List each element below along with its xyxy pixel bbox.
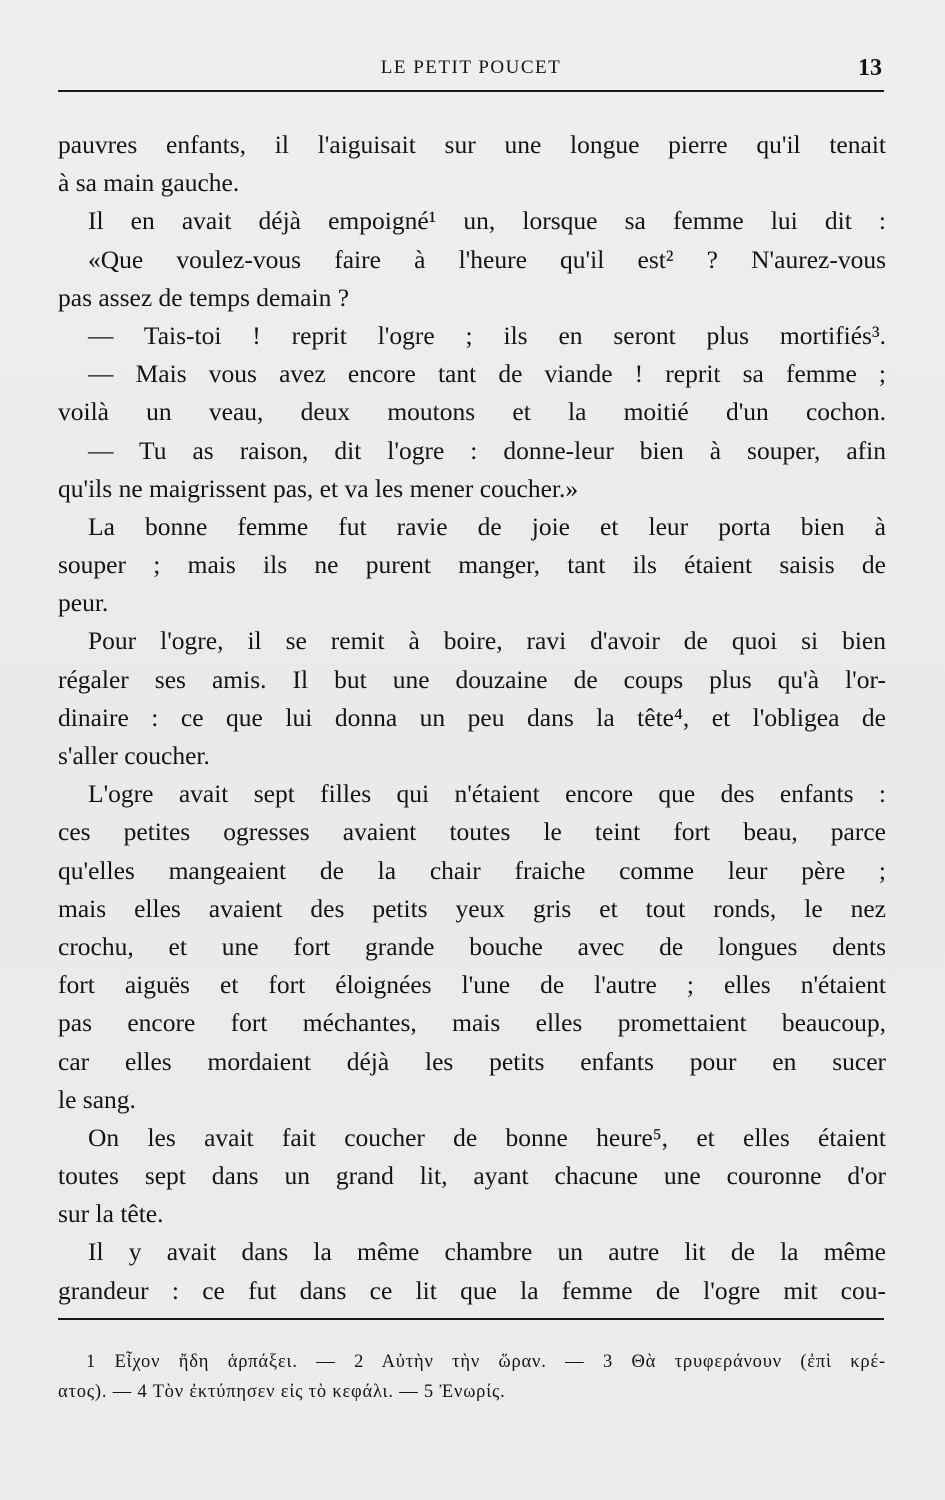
text-line: La bonne femme fut ravie de joie et leur porta bien à <box>88 511 886 541</box>
text-line: grandeur : ce fut dans ce lit que la femme de l'ogre mit cou- <box>58 1275 886 1305</box>
text-line: crochu, et une fort grande bouche avec de longues dents <box>58 931 886 961</box>
text-line: mais elles avaient des petits yeux gris et tout ronds, le nez <box>58 893 886 923</box>
text-line: voilà un veau, deux moutons et la moitié d'un cochon. <box>58 397 886 427</box>
footnote-rule <box>58 1318 884 1320</box>
text-line: ces petites ogresses avaient toutes le teint fort beau, parce <box>58 817 886 847</box>
text-line: fort aiguës et fort éloignées l'une de l'autre ; elles n'étaient <box>58 970 886 1000</box>
text-line: On les avait fait coucher de bonne heure⁵, et elles étaient <box>88 1122 886 1152</box>
text-line: «Que voulez-vous faire à l'heure qu'il est² ? N'aurez-vous <box>88 244 886 274</box>
text-line: pas assez de temps demain ? <box>58 282 350 312</box>
text-line: peur. <box>58 588 109 618</box>
footnote-line: 1 Εἶχον ἤδη ἁρπάξει. — 2 Αὐτὴν τὴν ὥραν. — 3 Θὰ τρυφεράνουν (ἐπὶ κρέ- <box>86 1352 886 1372</box>
text-line: souper ; mais ils ne purent manger, tant ils étaient saisis de <box>58 550 886 580</box>
text-line: pauvres enfants, il l'aiguisait sur une longue pierre qu'il tenait <box>58 130 886 159</box>
header-rule <box>58 90 884 92</box>
text-line: s'aller coucher. <box>58 741 210 770</box>
text-line: — Tu as raison, dit l'ogre : donne-leur bien à souper, afin <box>88 435 886 465</box>
text-line: toutes sept dans un grand lit, ayant chacune une couronne d'or <box>58 1161 886 1191</box>
text-line: à sa main gauche. <box>58 168 240 198</box>
body-text <box>58 126 886 1310</box>
text-line: sur la tête. <box>58 1199 164 1229</box>
page-header <box>58 55 884 87</box>
text-line: qu'elles mangeaient de la chair fraiche comme leur père ; <box>58 855 886 885</box>
text-line: qu'ils ne maigrissent pas, et va les mener coucher.» <box>58 473 579 503</box>
text-line: Il en avait déjà empoigné¹ un, lorsque sa femme lui dit : <box>88 206 886 236</box>
text-line: Il y avait dans la même chambre un autre lit de la même <box>88 1237 886 1267</box>
footnotes <box>58 1347 886 1407</box>
text-line: dinaire : ce que lui donna un peu dans la tête⁴, et l'obligea de <box>58 702 886 732</box>
text-line: car elles mordaient déjà les petits enfants pour en sucer <box>58 1046 886 1076</box>
footnote-line: ατος). — 4 Τὸν ἐκτύπησεν εἰς τὸ κεφάλι. — 5 Ἐνωρίς. <box>58 1382 506 1402</box>
text-line: — Mais vous avez encore tant de viande ! reprit sa femme ; <box>88 359 886 389</box>
running-title: LE PETIT POUCET <box>380 57 562 78</box>
text-line: pas encore fort méchantes, mais elles promettaient beaucoup, <box>58 1008 886 1038</box>
text-line: le sang. <box>58 1084 136 1114</box>
text-line: L'ogre avait sept filles qui n'étaient encore que des enfants : <box>88 779 886 809</box>
text-line: régaler ses amis. Il but une douzaine de coups plus qu'à l'or- <box>58 664 886 694</box>
page-number: 13 <box>858 55 882 81</box>
text-line: Pour l'ogre, il se remit à boire, ravi d'avoir de quoi si bien <box>88 626 886 656</box>
text-line: — Tais-toi ! reprit l'ogre ; ils en seront plus mortifiés³. <box>88 320 886 350</box>
